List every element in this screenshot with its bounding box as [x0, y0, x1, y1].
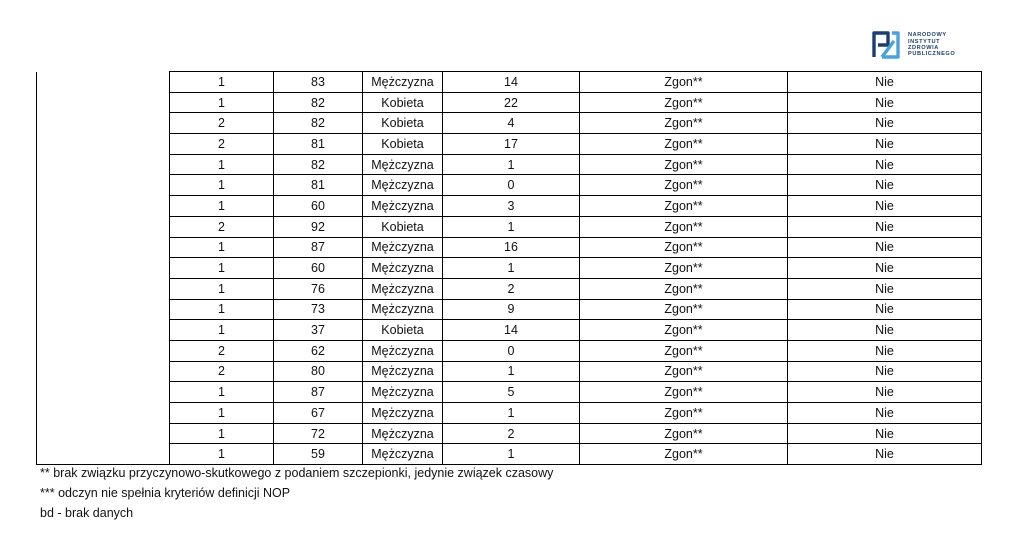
nop-cell: Nie [788, 278, 982, 299]
outcome-cell: Zgon** [580, 423, 788, 444]
nop-cell: Nie [788, 196, 982, 217]
logo-line: PUBLICZNEGO [908, 51, 956, 58]
outcome-cell: Zgon** [580, 299, 788, 320]
nop-cell: Nie [788, 340, 982, 361]
days-cell: 2 [443, 423, 580, 444]
sex-cell: Mężczyzna [363, 444, 443, 465]
table-row [37, 361, 982, 382]
nop-cell: Nie [788, 134, 982, 155]
footnote-nop-criteria: *** odczyn nie spełnia kryteriów definicji NOP [40, 486, 291, 500]
days-cell: 1 [443, 216, 580, 237]
nop-cell: Nie [788, 72, 982, 93]
table-row [37, 340, 982, 361]
days-cell: 14 [443, 320, 580, 341]
age-cell: 59 [274, 444, 363, 465]
table-row [37, 444, 982, 465]
nop-cell: Nie [788, 320, 982, 341]
days-cell: 4 [443, 113, 580, 134]
outcome-cell: Zgon** [580, 278, 788, 299]
nop-cell: Nie [788, 154, 982, 175]
footnote-no-data: bd - brak danych [40, 506, 134, 520]
days-cell: 17 [443, 134, 580, 155]
table-row [37, 320, 982, 341]
dose-cell: 1 [170, 175, 274, 196]
logo-wordmark [908, 32, 955, 58]
dose-cell: 1 [170, 154, 274, 175]
days-cell: 0 [443, 175, 580, 196]
table-row [37, 216, 982, 237]
outcome-cell: Zgon** [580, 444, 788, 465]
outcome-cell: Zgon** [580, 196, 788, 217]
table-row [37, 196, 982, 217]
sex-cell: Mężczyzna [363, 340, 443, 361]
merged-blank-cell [37, 72, 170, 465]
footnotes [40, 463, 553, 523]
table-row [37, 382, 982, 403]
dose-cell: 1 [170, 320, 274, 341]
age-cell: 73 [274, 299, 363, 320]
sex-cell: Kobieta [363, 113, 443, 134]
age-cell: 87 [274, 237, 363, 258]
sex-cell: Mężczyzna [363, 237, 443, 258]
table-row [37, 92, 982, 113]
dose-cell: 2 [170, 340, 274, 361]
sex-cell: Mężczyzna [363, 403, 443, 424]
nop-cell: Nie [788, 113, 982, 134]
dose-cell: 1 [170, 423, 274, 444]
nop-cell: Nie [788, 175, 982, 196]
days-cell: 1 [443, 444, 580, 465]
age-cell: 62 [274, 340, 363, 361]
sex-cell: Kobieta [363, 320, 443, 341]
dose-cell: 1 [170, 444, 274, 465]
dose-cell: 2 [170, 361, 274, 382]
days-cell: 0 [443, 340, 580, 361]
logo-line: ZDROWIA [908, 45, 939, 51]
outcome-cell: Zgon** [580, 361, 788, 382]
days-cell: 16 [443, 237, 580, 258]
nop-cell: Nie [788, 216, 982, 237]
sex-cell: Mężczyzna [363, 423, 443, 444]
outcome-cell: Zgon** [580, 320, 788, 341]
nop-cell: Nie [788, 382, 982, 403]
age-cell: 60 [274, 258, 363, 279]
dose-cell: 1 [170, 72, 274, 93]
table-row [37, 237, 982, 258]
dose-cell: 1 [170, 196, 274, 217]
age-cell: 92 [274, 216, 363, 237]
logo-line: INSTYTUT [908, 38, 941, 45]
days-cell: 14 [443, 72, 580, 93]
nop-cell: Nie [788, 361, 982, 382]
dose-cell: 2 [170, 216, 274, 237]
report-table-container [36, 71, 981, 465]
sex-cell: Mężczyzna [363, 299, 443, 320]
nop-cell: Nie [788, 237, 982, 258]
sex-cell: Kobieta [363, 216, 443, 237]
days-cell: 5 [443, 382, 580, 403]
dose-cell: 1 [170, 92, 274, 113]
outcome-cell: Zgon** [580, 134, 788, 155]
sex-cell: Mężczyzna [363, 196, 443, 217]
vaccine-adverse-events-table [36, 71, 982, 465]
age-cell: 82 [274, 92, 363, 113]
sex-cell: Mężczyzna [363, 361, 443, 382]
table-row [37, 175, 982, 196]
age-cell: 82 [274, 154, 363, 175]
age-cell: 72 [274, 423, 363, 444]
outcome-cell: Zgon** [580, 258, 788, 279]
table-row [37, 403, 982, 424]
age-cell: 37 [274, 320, 363, 341]
age-cell: 67 [274, 403, 363, 424]
dose-cell: 1 [170, 258, 274, 279]
age-cell: 83 [274, 72, 363, 93]
outcome-cell: Zgon** [580, 113, 788, 134]
nizp-logo-icon [868, 27, 904, 63]
days-cell: 1 [443, 154, 580, 175]
outcome-cell: Zgon** [580, 340, 788, 361]
outcome-cell: Zgon** [580, 92, 788, 113]
institute-logo [868, 24, 978, 66]
days-cell: 1 [443, 258, 580, 279]
table-row [37, 134, 982, 155]
days-cell: 2 [443, 278, 580, 299]
age-cell: 76 [274, 278, 363, 299]
outcome-cell: Zgon** [580, 154, 788, 175]
dose-cell: 2 [170, 134, 274, 155]
age-cell: 87 [274, 382, 363, 403]
nop-cell: Nie [788, 444, 982, 465]
table-row [37, 113, 982, 134]
age-cell: 60 [274, 196, 363, 217]
dose-cell: 1 [170, 237, 274, 258]
dose-cell: 2 [170, 113, 274, 134]
sex-cell: Mężczyzna [363, 382, 443, 403]
age-cell: 81 [274, 175, 363, 196]
sex-cell: Mężczyzna [363, 175, 443, 196]
table-row [37, 258, 982, 279]
days-cell: 22 [443, 92, 580, 113]
dose-cell: 1 [170, 299, 274, 320]
table-row [37, 299, 982, 320]
table-row [37, 423, 982, 444]
nop-cell: Nie [788, 92, 982, 113]
sex-cell: Mężczyzna [363, 154, 443, 175]
outcome-cell: Zgon** [580, 382, 788, 403]
outcome-cell: Zgon** [580, 175, 788, 196]
sex-cell: Mężczyzna [363, 278, 443, 299]
table-row [37, 278, 982, 299]
days-cell: 1 [443, 361, 580, 382]
outcome-cell: Zgon** [580, 216, 788, 237]
nop-cell: Nie [788, 423, 982, 444]
days-cell: 3 [443, 196, 580, 217]
nop-cell: Nie [788, 403, 982, 424]
outcome-cell: Zgon** [580, 237, 788, 258]
nop-cell: Nie [788, 258, 982, 279]
dose-cell: 1 [170, 278, 274, 299]
days-cell: 9 [443, 299, 580, 320]
dose-cell: 1 [170, 382, 274, 403]
sex-cell: Kobieta [363, 92, 443, 113]
table-row [37, 154, 982, 175]
sex-cell: Mężczyzna [363, 72, 443, 93]
sex-cell: Mężczyzna [363, 258, 443, 279]
nop-cell: Nie [788, 299, 982, 320]
table-row [37, 72, 982, 93]
outcome-cell: Zgon** [580, 403, 788, 424]
age-cell: 81 [274, 134, 363, 155]
sex-cell: Kobieta [363, 134, 443, 155]
footnote-no-causal-link: ** brak związku przyczynowo-skutkowego z podaniem szczepionki, jedynie związek czasowy [40, 466, 554, 480]
dose-cell: 1 [170, 403, 274, 424]
logo-line: NARODOWY [908, 32, 947, 39]
age-cell: 80 [274, 361, 363, 382]
days-cell: 1 [443, 403, 580, 424]
age-cell: 82 [274, 113, 363, 134]
outcome-cell: Zgon** [580, 72, 788, 93]
